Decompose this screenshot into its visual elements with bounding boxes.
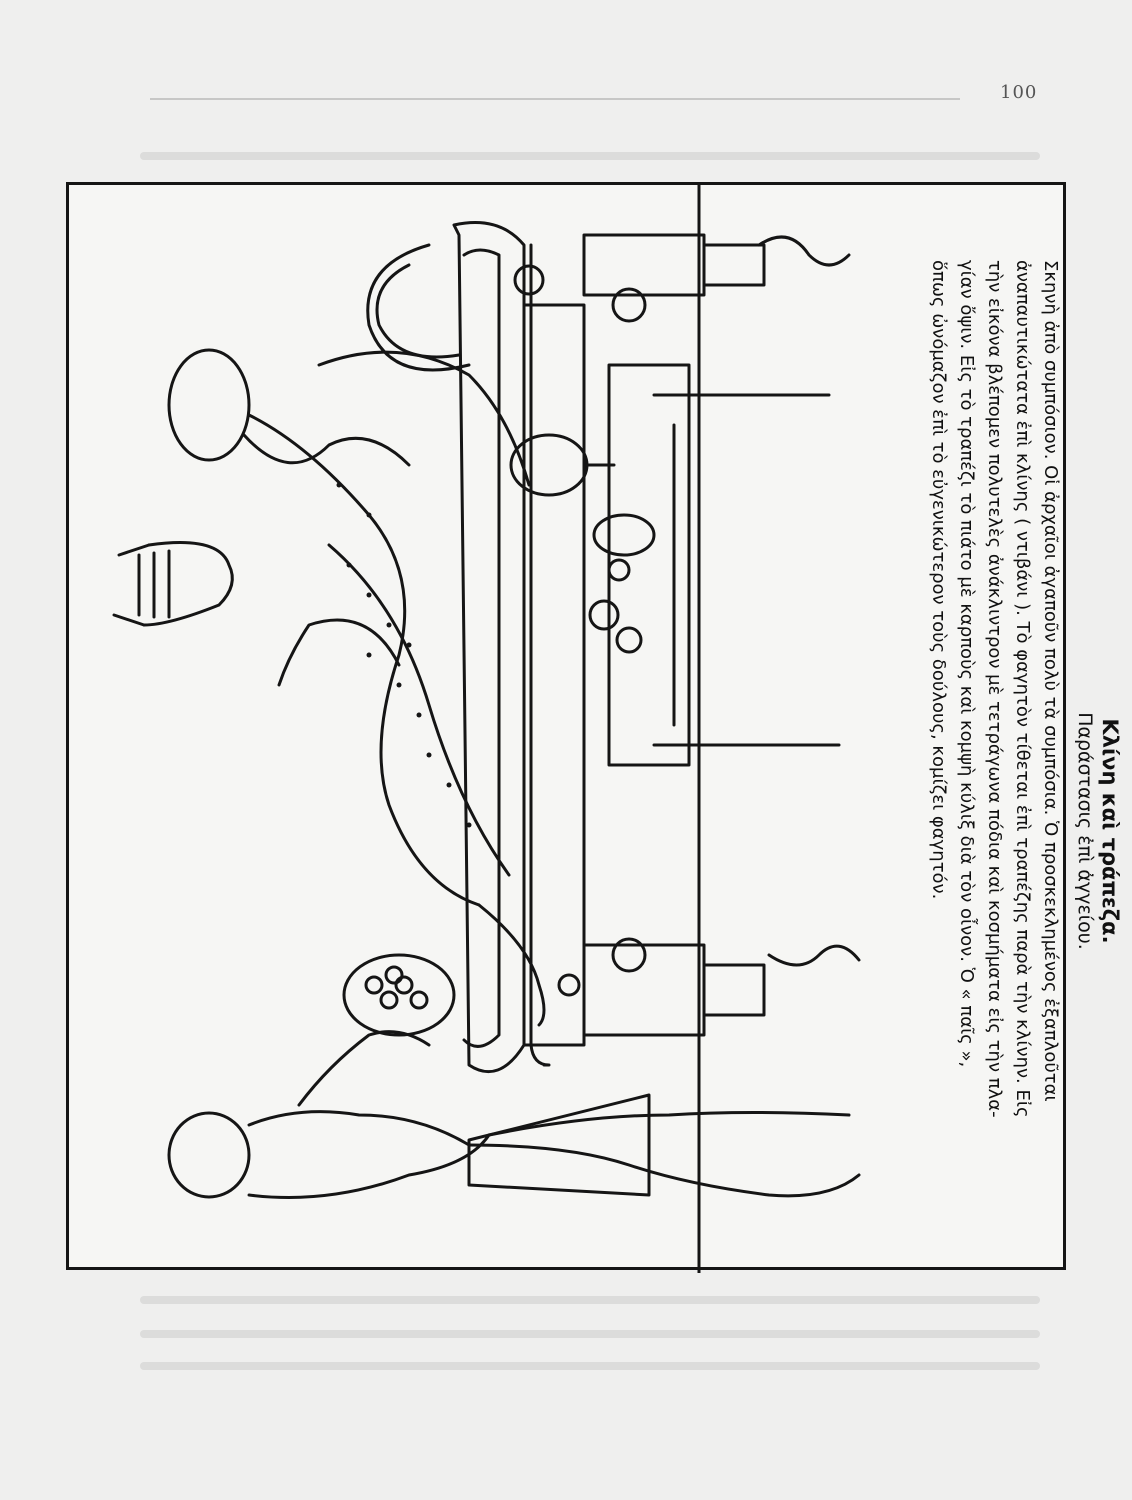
caption-line: Σκηνὴ ἀπὸ συμπόσιον. Οἱ ἀρχαῖοι ἀγαποῦν πολὺ τὰ συμπόσια. Ὁ προσκεκλημένος ἐξαπλοῦται xyxy=(1040,260,1061,1102)
grape xyxy=(396,977,412,993)
servant-body-lower xyxy=(249,1135,489,1198)
grape xyxy=(411,992,427,1008)
table-top xyxy=(609,365,689,765)
lyre-arms xyxy=(114,545,149,625)
couch-volute xyxy=(515,266,543,294)
banqueter-leg xyxy=(479,905,544,1025)
caption-line: ὅπως ὠνόμαζον ἐπὶ τὸ εὐγενικώτερον τοὺς δούλους, κομίζει φαγητόν. xyxy=(928,260,949,900)
couch-ornament xyxy=(559,975,579,995)
grape xyxy=(381,992,397,1008)
page-number: 100 xyxy=(1000,82,1038,103)
banqueter-body xyxy=(249,415,479,905)
fruit xyxy=(590,601,618,629)
servant-arm xyxy=(299,1032,429,1105)
couch-edge xyxy=(531,245,549,1065)
figure-caption xyxy=(902,256,1122,1406)
running-head-bleed xyxy=(150,84,960,100)
couch-mattress xyxy=(454,223,524,1072)
couch-leg-foot-right xyxy=(704,965,764,1015)
servant-body xyxy=(249,1112,469,1145)
couch-scroll xyxy=(759,237,849,265)
servant-leg xyxy=(489,1113,849,1136)
caption-subtitle: Παράστασις ἐπὶ ἀγγείου. xyxy=(1074,712,1096,950)
fruit xyxy=(609,560,629,580)
fruit xyxy=(617,628,641,652)
lyre-body xyxy=(144,543,232,626)
caption-line: γίαν ὄψιν. Εἰς τὸ τραπέζι τὸ πιάτο μὲ καρποὺς καὶ κομψὴ κύλιξ διὰ τὸν οἶνον. Ὁ « παῖς », xyxy=(956,260,977,1068)
caption-title: Κλίνη καὶ τράπεζα. xyxy=(1098,718,1122,944)
caption-line: τὴν εἰκόνα βλέπομεν πολυτελὲς ἀνάκλιντρον μὲ τετράγωνα πόδια καὶ κοσμήματα εἰς τὴν πλα- xyxy=(984,260,1005,1118)
banqueter-head xyxy=(169,350,249,460)
banqueter-arm-raised xyxy=(279,620,399,685)
couch-frame xyxy=(524,305,584,1045)
servant-head xyxy=(169,1113,249,1197)
banqueter-shoulder xyxy=(244,435,409,465)
couch-scroll xyxy=(769,946,859,965)
caption-line: ἀναπαυτικώτατα ἐπὶ κλίνης ( ντιβάνι ). Τὸ φαγητὸν τίθεται ἐπὶ τραπέζης παρὰ τὴν κλίνην. Εἰς xyxy=(1012,260,1033,1118)
couch-leg-left xyxy=(584,235,704,295)
grape xyxy=(366,977,382,993)
fruit-plate xyxy=(594,515,654,555)
bleed-through-line xyxy=(140,152,1040,160)
couch-border xyxy=(464,250,499,1046)
headrest-inner xyxy=(377,265,459,357)
grape xyxy=(386,967,402,983)
couch-leg-foot-left xyxy=(704,245,764,285)
caption-body xyxy=(924,256,1064,1406)
banqueter-robe xyxy=(329,545,509,875)
